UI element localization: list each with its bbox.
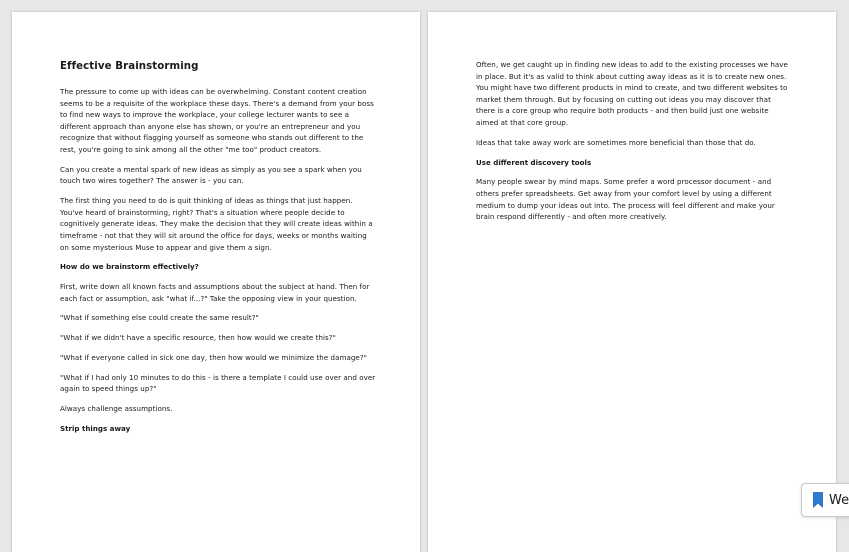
paragraph: The first thing you need to do is quit thinking of ideas as things that just happen. You've heard of brainstorming, right? That's a situation where people decide to cognitively generate ideas. They make the decision that they will create ideas within a timeframe - not that they will sit around the office for days, weeks or months waiting on some mysterious Muse to appear and give them a sign. [60, 196, 373, 252]
paragraph: Can you create a mental spark of new ideas as simply as you see a spark when you touch two wires together? The answer is - you can. [60, 164, 362, 186]
section-heading: Use different discovery tools [476, 157, 592, 167]
bookmark-icon [813, 492, 823, 508]
paragraph: Often, we get caught up in finding new ideas to add to the existing processes we have in place. But it's as valid to think about cutting away ideas as it is to create new ones. You might have two different products in mind to create, and two different websites to market them through. But by focusing on cutting out ideas you may discover that there is a core group who require both products - and then build just one website aimed at that core group. [476, 60, 788, 127]
bookmark-button[interactable] [801, 483, 849, 517]
document-page-1 [12, 12, 420, 552]
document-title: Effective Brainstorming [60, 61, 199, 72]
bookmark-label: We [829, 492, 849, 508]
section-heading: Strip things away [60, 423, 131, 433]
section-heading: How do we brainstorm effectively? [60, 262, 199, 272]
paragraph: "What if everyone called in sick one day, then how would we minimize the damage?" [60, 353, 367, 362]
paragraph: The pressure to come up with ideas can be overwhelming. Constant content creation seems to be a requisite of the workplace these days. There's a demand from your boss to find new ways to improve the workplace, your college lecturer wants to see a different approach than anyone else has shown, or you're an entrepreneur and you recognize that without flagging yourself as someone who stands out different to the rest, you're going to sink among all the other "me too" product creators. [60, 87, 374, 154]
paragraph: "What if something else could create the same result?" [60, 313, 259, 323]
paragraph: "What if I had only 10 minutes to do this - is there a template I could use over and over again to speed things up?" [60, 372, 376, 394]
paragraph: First, write down all known facts and assumptions about the subject at hand. Then for each fact or assumption, ask "what if...?" Take the opposing view in your question. [60, 282, 370, 303]
paragraph: Many people swear by mind maps. Some prefer a word processor document - and others prefer spreadsheets. Get away from your comfort level by using a different medium to dump your ideas out into. The process will feel different and make your brain respond differently - and often more creatively. [476, 177, 775, 222]
page-1-body [60, 86, 376, 435]
document-page-2 [428, 12, 836, 552]
page-2-body [476, 59, 792, 223]
paragraph: "What if we didn't have a specific resource, then how would we create this?" [60, 333, 336, 343]
paragraph: Ideas that take away work are sometimes more beneficial than those that do. [476, 137, 756, 147]
paragraph: Always challenge assumptions. [60, 404, 173, 414]
